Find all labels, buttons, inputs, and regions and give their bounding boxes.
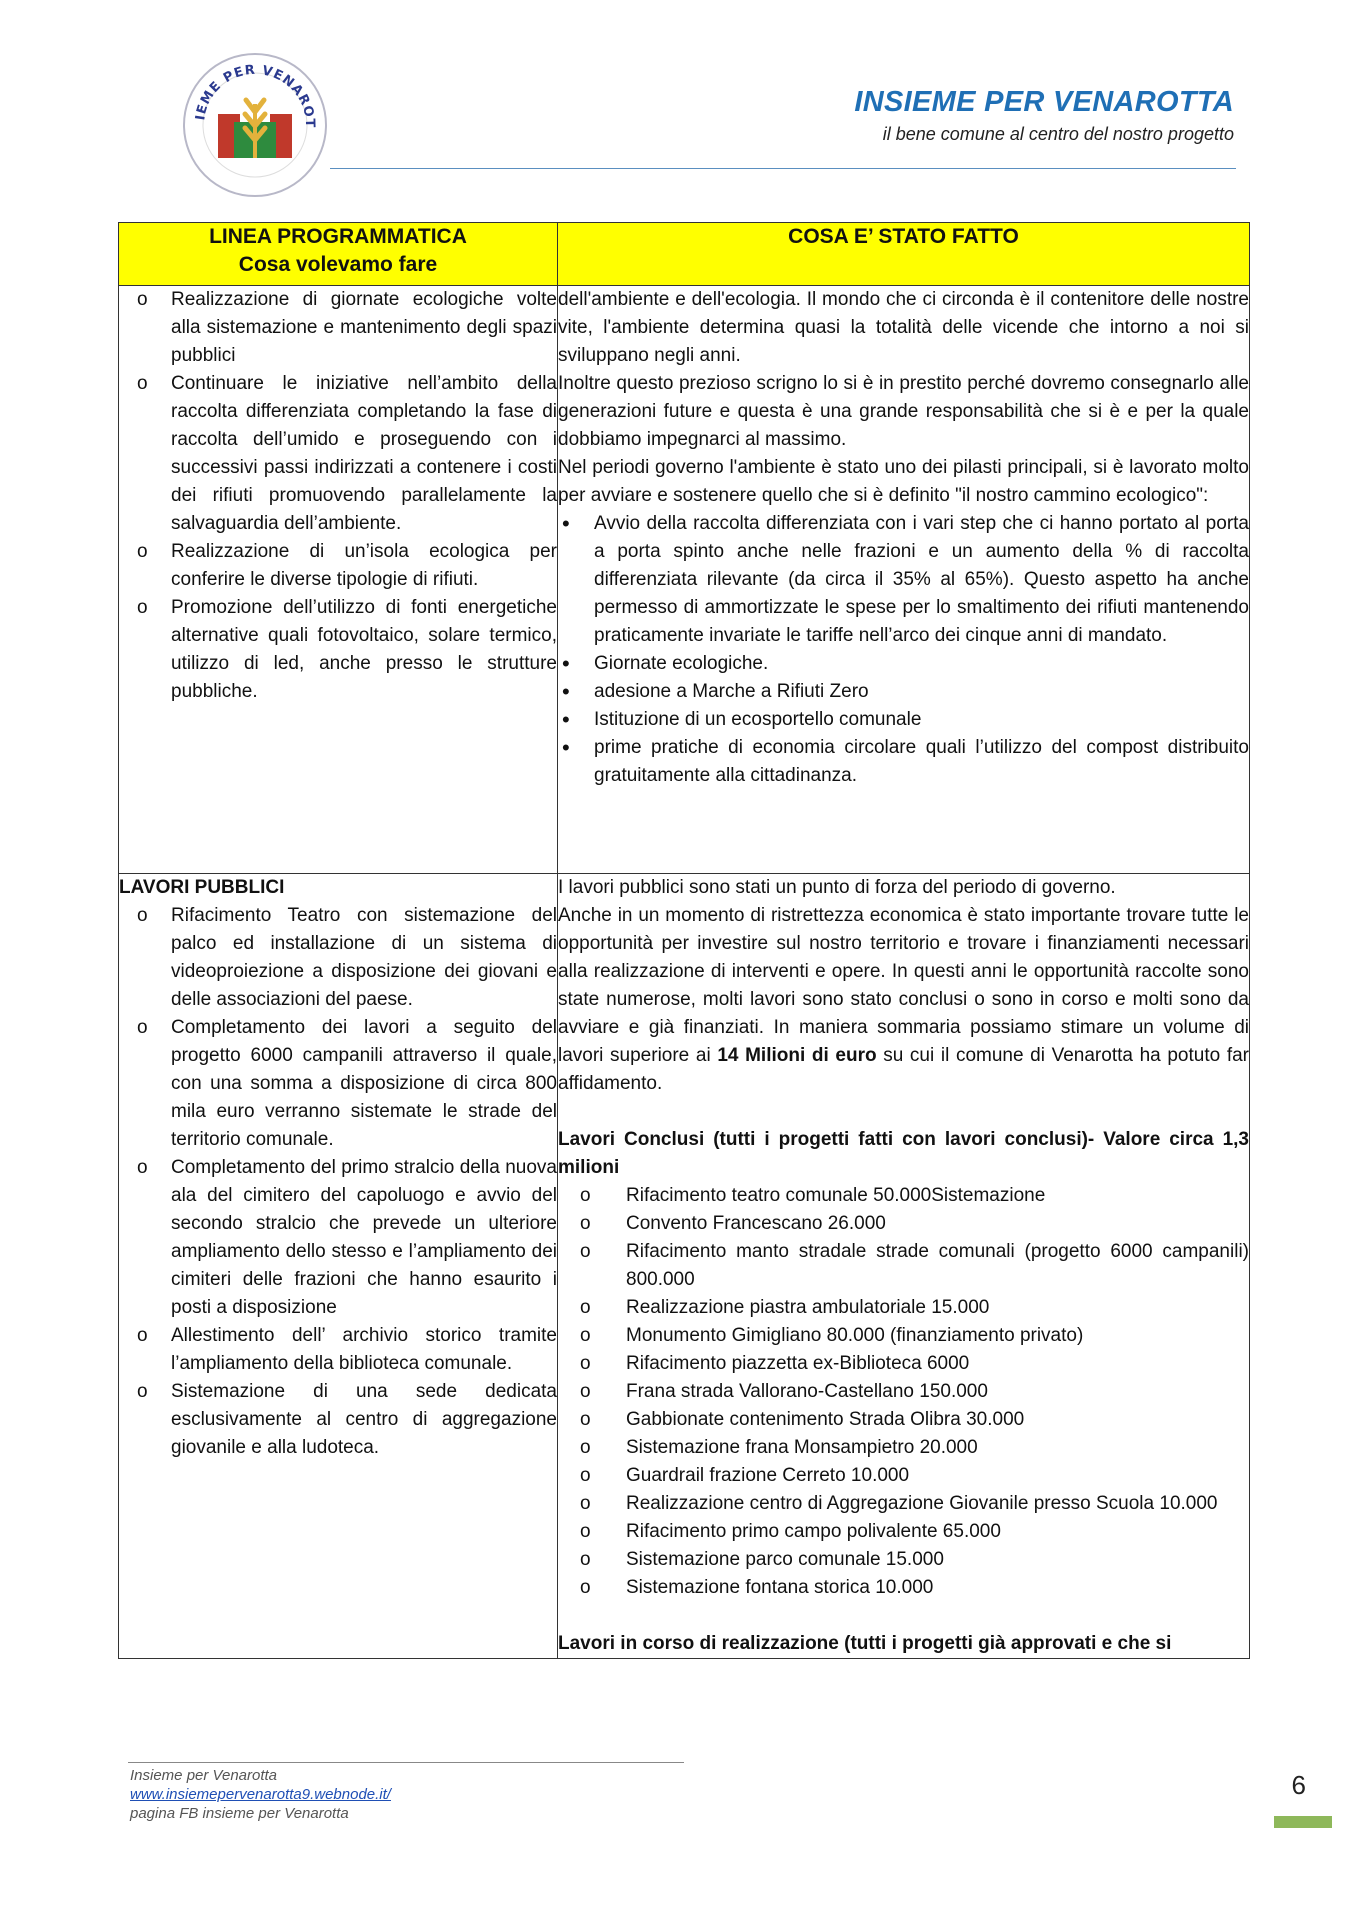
table-header-row [119,223,1250,286]
list-item: o Completamento del primo stralcio della nuova ala del cimitero del capoluogo e avvio del secondo stralcio che prevede un ulteriore ampliamento dello stesso e l’ampliamento dei cimiteri delle frazioni che hanno esaurito i posti a disposizione [119,1154,557,1322]
facebook-page-text: pagina FB insieme per Venarotta [130,1805,349,1822]
public-works-goals-list [119,902,557,1462]
public-works-done-cell [558,874,1250,1659]
right-header-text: COSA E’ STATO FATTO [788,225,1019,248]
list-item: o Guardrail frazione Cerreto 10.000 [558,1462,1249,1490]
footer [130,1766,391,1823]
list-item: • Istituzione di un ecosportello comunale [558,706,1249,734]
list-item: o Realizzazione di giornate ecologiche volte alla sistemazione e mantenimento degli spazi pubblici [119,286,557,370]
text-span: Anche in un momento di ristrettezza economica è stato importante trovare tutte le opportunità per investire sul nostro territorio e trovare i finanziamenti necessari alla realizzazione di interventi e opere. In questi anni le opportunità raccolte sono state numerose, molti lavori sono stato conclusi o sono in corso e molti sono da avviare e già finanziati. In maniera sommaria possiamo stimare un volume di lavori superiore ai [558,905,1249,1066]
environment-goals-list [119,286,557,706]
list-item: o Rifacimento piazzetta ex-Biblioteca 6000 [558,1350,1249,1378]
page-number-bar [1274,1816,1332,1828]
section-title: LAVORI PUBBLICI [119,877,285,898]
ecological-path-list [558,510,1249,790]
logo-text: IEME PER VENAROT [193,62,318,129]
environment-row [119,286,1250,874]
paragraph: Nel periodi governo l'ambiente è stato uno dei pilasti principali, si è lavorato molto per avviare e sostenere quello che si è definito "il nostro cammino ecologico": [558,457,1249,506]
list-item: • Giornate ecologiche. [558,650,1249,678]
public-works-goals-cell [119,874,558,1659]
left-column-header [119,223,558,286]
list-item: o Completamento dei lavori a seguito del progetto 6000 campanili attraverso il quale, con una somma a disposizione di circa 800 mila euro verranno sistemate le strade del territorio comunale. [119,1014,557,1154]
text-span: su cui il comune di Venarotta ha potuto far affidamento. [558,1045,1249,1094]
list-item: o Rifacimento Teatro con sistemazione del palco ed installazione di un sistema di videoproiezione a disposizione dei giovani e delle associazioni del paese. [119,902,557,1014]
program-table [118,222,1250,1659]
list-item: o Allestimento dell’ archivio storico tramite l’ampliamento della biblioteca comunale. [119,1322,557,1378]
organization-title: INSIEME PER VENAROTTA [854,86,1234,118]
list-item: o Promozione dell’utilizzo di fonti energetiche alternative quali fotovoltaico, solare termico, utilizzo di led, anche presso le strutture pubbliche. [119,594,557,706]
list-item: o Sistemazione frana Monsampietro 20.000 [558,1434,1249,1462]
left-header-line-2: Cosa volevamo fare [238,253,438,276]
environment-done-cell [558,286,1250,874]
list-item: o Convento Francescano 26.000 [558,1210,1249,1238]
left-header-line-1: LINEA PROGRAMMATICA [209,225,467,248]
paragraph [558,902,1249,1098]
list-item: • Avvio della raccolta differenziata con i vari step che ci hanno portato al porta a porta spinto anche nelle frazioni e un aumento della % di raccolta differenziata rilevante (da circa il 35% al 65%). Questo aspetto ha anche permesso di ammortizzate le spese per lo smaltimento dei rifiuti mantenendo praticamente invariate le tariffe nell’arco dei cinque anni di mandato. [558,510,1249,650]
list-item: o Realizzazione piastra ambulatoriale 15.000 [558,1294,1249,1322]
logo [182,52,328,198]
right-column-header [558,223,1250,286]
list-item: o Monumento Gimigliano 80.000 (finanziamento privato) [558,1322,1249,1350]
environment-goals-cell [119,286,558,874]
list-item: o Sistemazione parco comunale 15.000 [558,1546,1249,1574]
footer-org-name: Insieme per Venarotta [130,1767,278,1784]
header-divider [330,168,1236,169]
highlighted-amount: 14 Milioni di euro [717,1045,877,1066]
footer-divider [128,1762,684,1763]
in-progress-works-title: Lavori in corso di realizzazione (tutti i progetti già approvati e che si [558,1633,1172,1654]
page-number: 6 [1291,1770,1306,1800]
concluded-works-title: Lavori Conclusi (tutti i progetti fatti con lavori conclusi)- Valore circa 1,3 milioni [558,1129,1249,1178]
public-works-row [119,874,1250,1659]
list-item: o Continuare le iniziative nell’ambito della raccolta differenziata completando la fase di raccolta dell’umido e proseguendo con i successivi passi indirizzati a contenere i costi dei rifiuti promuovendo parallelamente la salvaguardia dell’ambiente. [119,370,557,538]
list-item: o Rifacimento teatro comunale 50.000Sistemazione [558,1182,1249,1210]
paragraph: Inoltre questo prezioso scrigno lo si è in prestito perché dovremo consegnarlo alle generazioni future e questa è una grande responsabilità che si è e per la quale dobbiamo impegnarci al massimo. [558,373,1249,450]
paragraph: dell'ambiente e dell'ecologia. Il mondo che ci circonda è il contenitore delle nostre vite, l'ambiente determina quasi la totalità delle vicende che intorno a noi si sviluppano negli anni. [558,289,1249,366]
website-link[interactable]: www.insiemepervenarotta9.webnode.it/ [130,1786,391,1803]
list-item: o Realizzazione di un’isola ecologica per conferire le diverse tipologie di rifiuti. [119,538,557,594]
concluded-works-list [558,1182,1249,1602]
organization-tagline: il bene comune al centro del nostro progetto [882,124,1234,144]
list-item: o Sistemazione di una sede dedicata esclusivamente al centro di aggregazione giovanile e alla ludoteca. [119,1378,557,1462]
list-item: o Realizzazione centro di Aggregazione Giovanile presso Scuola 10.000 [558,1490,1249,1518]
list-item: • prime pratiche di economia circolare quali l’utilizzo del compost distribuito gratuitamente alla cittadinanza. [558,734,1249,790]
list-item: o Sistemazione fontana storica 10.000 [558,1574,1249,1602]
list-item: o Rifacimento primo campo polivalente 65.000 [558,1518,1249,1546]
paragraph: I lavori pubblici sono stati un punto di forza del periodo di governo. [558,877,1116,898]
list-item: • adesione a Marche a Rifiuti Zero [558,678,1249,706]
spacer [558,1098,1249,1126]
list-item: o Frana strada Vallorano-Castellano 150.000 [558,1378,1249,1406]
list-item: o Rifacimento manto stradale strade comunali (progetto 6000 campanili) 800.000 [558,1238,1249,1294]
spacer [558,1602,1249,1630]
list-item: o Gabbionate contenimento Strada Olibra 30.000 [558,1406,1249,1434]
